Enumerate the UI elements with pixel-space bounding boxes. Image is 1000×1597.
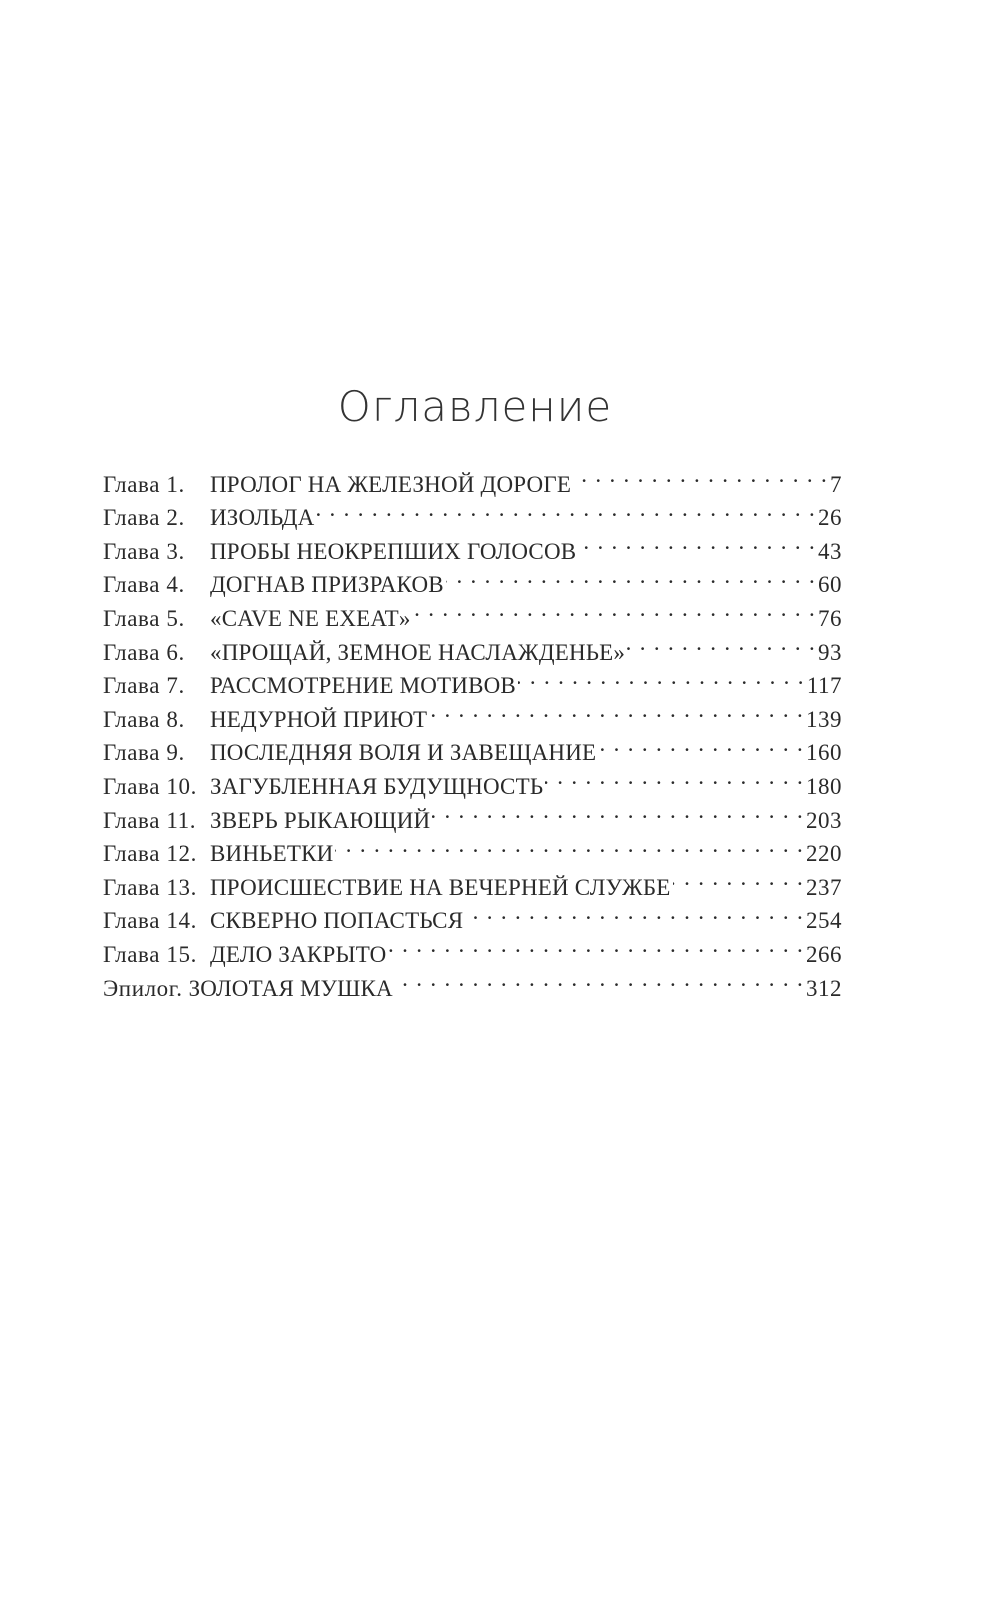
entry-title: «CAVE NE EXEAT» [210, 605, 411, 631]
dot-leader [465, 895, 804, 929]
entry-page-number: 7 [830, 471, 842, 497]
entry-prefix: Глава 5. [103, 605, 185, 631]
entry-prefix: Глава 10. [103, 773, 197, 799]
entry-title: ЗОЛОТАЯ МУШКА [188, 975, 393, 1001]
entry-title: ЗАГУБЛЕННАЯ БУДУЩНОСТЬ [210, 773, 544, 799]
entry-title: ЗВЕРЬ РЫКАЮЩИЙ [210, 807, 431, 833]
entry-title: ИЗОЛЬДА [210, 505, 315, 531]
dot-leader [545, 760, 804, 794]
entry-title: ПОСЛЕДНЯЯ ВОЛЯ И ЗАВЕЩАНИЕ [210, 740, 597, 766]
entry-prefix: Глава 15. [103, 941, 197, 967]
entry-title: ПРОЛОГ НА ЖЕЛЕЗНОЙ ДОРОГЕ [210, 471, 572, 497]
entry-page-number: 220 [806, 841, 842, 867]
table-of-contents [103, 458, 842, 1001]
dot-leader [429, 693, 804, 727]
entry-page-number: 43 [818, 538, 842, 564]
entry-prefix: Глава 13. [103, 874, 197, 900]
dot-leader [578, 525, 816, 559]
entry-page-number: 60 [818, 572, 842, 598]
dot-leader [518, 660, 805, 694]
entry-prefix: Глава 11. [103, 807, 197, 833]
entry-title: «ПРОЩАЙ, ЗЕМНОЕ НАСЛАЖДЕНЬЕ» [210, 639, 626, 665]
entry-prefix: Глава 6. [103, 639, 185, 665]
dot-leader [413, 592, 816, 626]
entry-prefix: Эпилог. [103, 975, 183, 1001]
entry-page-number: 160 [806, 740, 842, 766]
entry-prefix: Глава 8. [103, 706, 185, 732]
dot-leader [573, 458, 828, 492]
entry-page-number: 180 [806, 773, 842, 799]
entry-page-number: 76 [818, 605, 842, 631]
entry-prefix: Глава 2. [103, 505, 185, 531]
entry-title: НЕДУРНОЙ ПРИЮТ [210, 706, 428, 732]
dot-leader [395, 962, 804, 996]
dot-leader [446, 559, 816, 593]
dot-leader [335, 828, 804, 862]
dot-leader [598, 727, 804, 761]
dot-leader [627, 626, 816, 660]
entry-page-number: 312 [806, 975, 842, 1001]
entry-title: ДОГНАВ ПРИЗРАКОВ [210, 572, 444, 598]
entry-page-number: 139 [806, 706, 842, 732]
entry-page-number: 26 [818, 505, 842, 531]
toc-entry [103, 458, 842, 497]
entry-page-number: 237 [806, 874, 842, 900]
entry-title: ВИНЬЕТКИ [210, 841, 334, 867]
dot-leader [388, 928, 804, 962]
entry-prefix: Глава 7. [103, 673, 185, 699]
entry-title: ПРОИСШЕСТВИЕ НА ВЕЧЕРНЕЙ СЛУЖБЕ [210, 874, 671, 900]
entry-prefix: Глава 3. [103, 538, 185, 564]
entry-page-number: 117 [806, 673, 842, 699]
dot-leader [673, 861, 804, 895]
dot-leader [432, 794, 804, 828]
entry-prefix: Глава 1. [103, 471, 185, 497]
entry-page-number: 93 [818, 639, 842, 665]
entry-title: РАССМОТРЕНИЕ МОТИВОВ [210, 673, 516, 699]
dot-leader [316, 492, 816, 526]
entry-prefix: Глава 4. [103, 572, 185, 598]
entry-prefix: Глава 14. [103, 908, 197, 934]
page-title: Оглавление [337, 382, 613, 431]
entry-page-number: 203 [806, 807, 842, 833]
entry-prefix: Глава 12. [103, 841, 197, 867]
entry-prefix: Глава 9. [103, 740, 185, 766]
entry-page-number: 254 [806, 908, 842, 934]
entry-title: ДЕЛО ЗАКРЫТО [210, 941, 387, 967]
entry-page-number: 266 [806, 941, 842, 967]
entry-title: СКВЕРНО ПОПАСТЬСЯ [210, 908, 464, 934]
entry-title: ПРОБЫ НЕОКРЕПШИХ ГОЛОСОВ [210, 538, 577, 564]
